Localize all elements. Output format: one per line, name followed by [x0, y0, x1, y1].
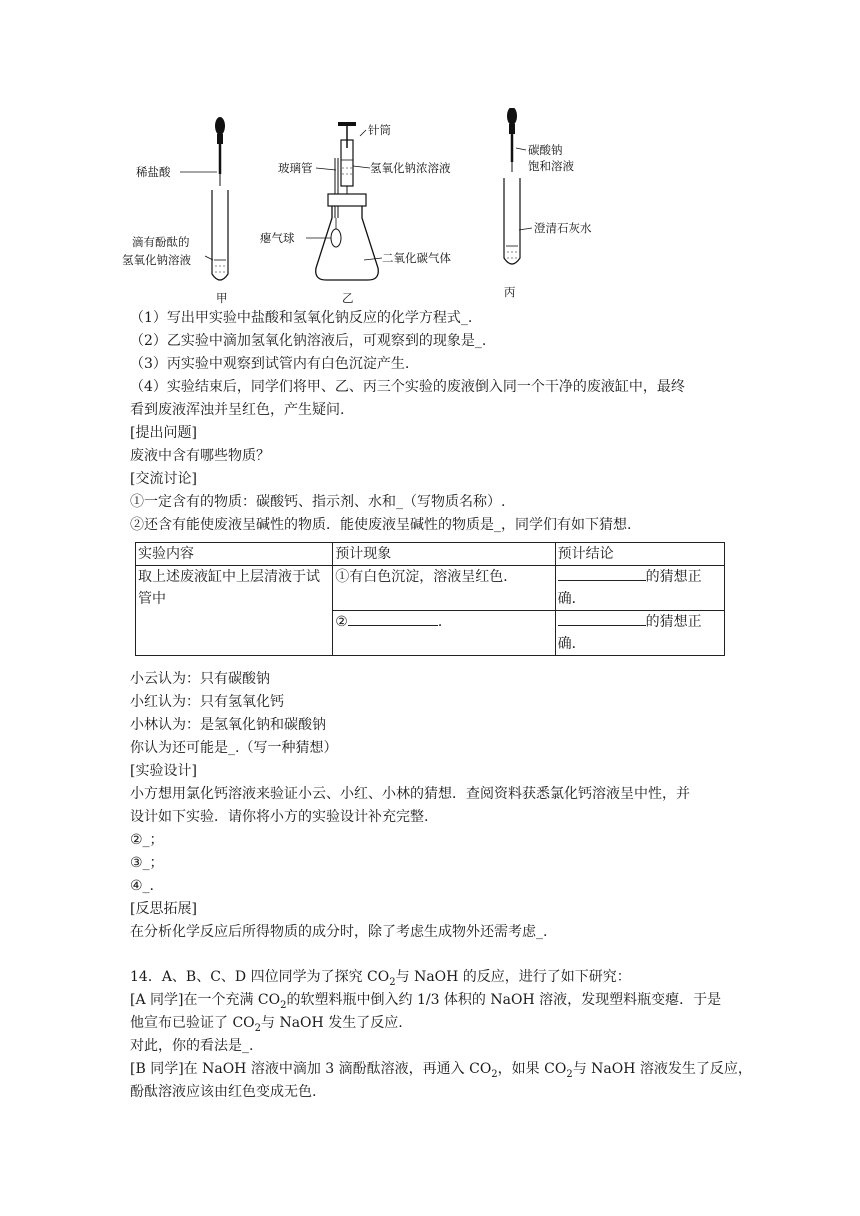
answer-blank[interactable]: [558, 566, 646, 581]
problem-statement: 废液中含有哪些物质？: [130, 448, 270, 464]
discuss-1: ①一定含有的物质：碳酸钙、指示剂、水和_（写物质名称）.: [130, 494, 506, 510]
guess-3: 小林认为：是氢氧化钠和碳酸钠: [130, 717, 326, 733]
bing-label-lime: 澄清石灰水: [534, 221, 592, 235]
jia-label-acid: 稀盐酸: [136, 165, 171, 179]
heading-discuss: [交流讨论]: [130, 471, 197, 487]
question-2: （2）乙实验中滴加氢氧化钠溶液后，可观察到的现象是_.: [130, 333, 487, 349]
cell-phenomenon-1: ①有白色沉淀，溶液呈红色．: [333, 566, 555, 611]
table-row: [136, 566, 725, 611]
phenomenon-2-prefix: ②: [335, 614, 348, 630]
apparatus-diagram: [120, 108, 600, 304]
bing-caption: 丙: [504, 285, 516, 299]
cell-conclusion-2: [555, 611, 724, 656]
step-2: ②_；: [130, 832, 164, 848]
conclusion-suffix: 的猜想正: [645, 614, 702, 630]
header-phenomenon: 预计现象: [333, 543, 555, 566]
jia-label-sol-1: 滴有酚酞的: [132, 235, 190, 249]
step-3: ③_；: [130, 855, 164, 871]
conclusion-end: 确．: [557, 591, 586, 607]
cell-conclusion-1: [555, 566, 724, 611]
bing-label-na2co3-1: 碳酸钠: [528, 143, 563, 157]
q14-line-3: 他宣布已验证了 $CO_2$与 NaOH 发生了反应.: [130, 1015, 403, 1034]
yi-label-tube: 玻璃管: [278, 161, 313, 175]
q14-line-4: 对此，你的看法是_.: [130, 1038, 254, 1054]
conclusion-end: 确．: [557, 636, 586, 652]
table-header-row: [136, 543, 725, 566]
q14-line-5: [B 同学]在 NaOH 溶液中滴加 3 滴酚酞溶液，再通入 $CO_2$，如果 $CO_2$与 NaOH 溶液发生了反应，: [130, 1061, 752, 1080]
yi-label-co2: 二氧化碳气体: [382, 251, 451, 265]
reflect-text: 在分析化学反应后所得物质的成分时，除了考虑生成物外还需考虑_.: [130, 924, 548, 940]
q14-line-1: 14．A、B、C、D 四位同学为了探究 $CO_2$与 NaOH 的反应，进行了如下研究：: [130, 969, 631, 988]
cell-phenomenon-2: [333, 611, 555, 656]
design-line-2: 设计如下实验．请你将小方的实验设计补充完整.: [130, 809, 429, 825]
q14-line-6: 酚酞溶液应该由红色变成无色.: [130, 1084, 317, 1100]
experiment-table: [135, 542, 725, 656]
experiment-figure: [120, 108, 600, 304]
heading-question: [提出问题]: [130, 425, 197, 441]
yi-caption: 乙: [342, 291, 354, 304]
heading-reflect: [反思拓展]: [130, 901, 197, 917]
phenomenon-2-suffix: ．: [437, 614, 452, 630]
yi-label-syringe: 针筒: [368, 123, 391, 137]
header-content: 实验内容: [136, 543, 333, 566]
question-4-line-1: （4）实验结束后，同学们将甲、乙、丙三个实验的废液倒入同一个干净的废液缸中，最终: [130, 379, 685, 395]
yi-apparatus: [306, 122, 382, 280]
bing-apparatus: [504, 108, 532, 264]
answer-blank[interactable]: [558, 611, 646, 626]
jia-label-sol-2: 氢氧化钠溶液: [122, 253, 191, 267]
design-line-1: 小方想用氯化钙溶液来验证小云、小红、小林的猜想．查阅资料获悉氯化钙溶液呈中性，并: [130, 786, 690, 802]
yi-label-naoh: 氢氧化钠浓溶液: [370, 161, 451, 175]
answer-blank[interactable]: [348, 611, 438, 626]
conclusion-suffix: 的猜想正: [645, 569, 702, 585]
step-4: ④_.: [130, 878, 155, 894]
q14-line-2: [A 同学]在一个充满 $CO_2$的软塑料瓶中倒入约 1/3 体积的 NaOH 溶液，发现塑料瓶变瘪．于是: [130, 992, 722, 1011]
guess-1: 小云认为：只有碳酸钠: [130, 671, 270, 687]
yi-label-balloon: 瘪气球: [260, 231, 295, 245]
bing-label-na2co3-2: 饱和溶液: [528, 159, 574, 173]
cell-content: 取上述废液缸中上层清液于试管中: [136, 566, 333, 656]
guess-2: 小红认为：只有氢氧化钙: [130, 694, 284, 710]
discuss-2: ②还含有能使废液呈碱性的物质．能使废液呈碱性的物质是_，同学们有如下猜想.: [130, 517, 632, 533]
question-3: （3）丙实验中观察到试管内有白色沉淀产生.: [130, 356, 410, 372]
heading-design: [实验设计]: [130, 763, 197, 779]
question-1: （1）写出甲实验中盐酸和氢氧化钠反应的化学方程式_.: [130, 310, 473, 326]
header-conclusion: 预计结论: [555, 543, 724, 566]
guess-4: 你认为还可能是_.（写一种猜想）: [130, 740, 338, 756]
question-4-line-2: 看到废液浑浊并呈红色，产生疑问.: [130, 402, 345, 418]
jia-caption: 甲: [216, 291, 228, 304]
